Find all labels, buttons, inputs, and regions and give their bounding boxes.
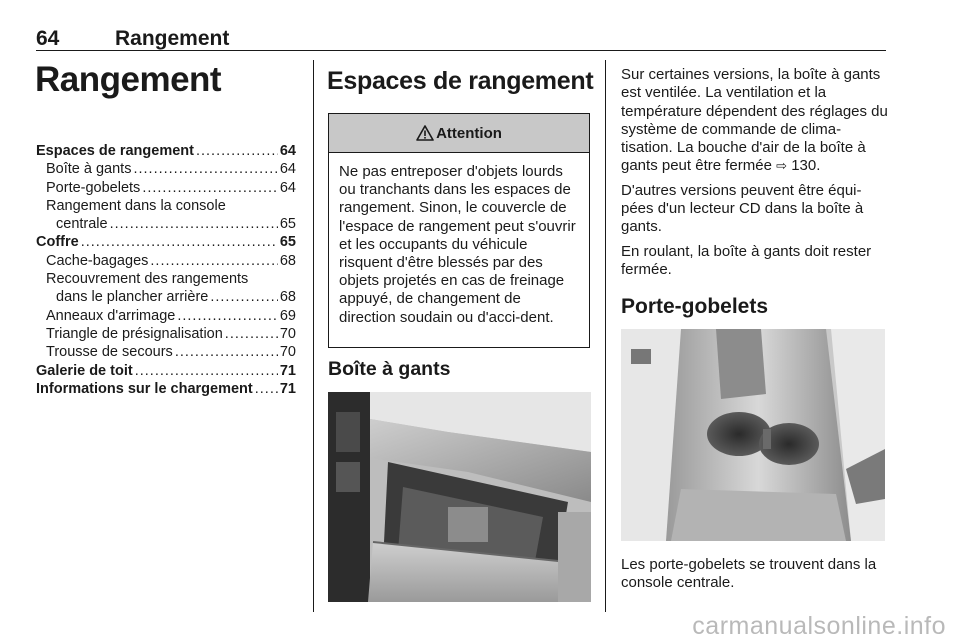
toc-entry[interactable] — [36, 179, 296, 197]
toc-page-number: 65 — [279, 234, 296, 251]
toc-entry-label: Cache-bagages — [46, 252, 149, 269]
toc-page-number: 68 — [279, 289, 296, 306]
toc-entry-label: Anneaux d'arrimage — [46, 307, 176, 324]
toc-entry[interactable] — [36, 270, 296, 307]
toc-page-number: 70 — [279, 325, 296, 342]
cupholder-photo — [621, 329, 885, 541]
toc-entry[interactable] — [36, 380, 296, 398]
warning-triangle-icon — [416, 125, 434, 141]
cupholders-caption: Les porte-gobelets se trouvent dans la console centrale. — [621, 556, 877, 592]
toc-entry-label: Recouvrement des rangements — [46, 271, 249, 288]
toc-dot-leader — [255, 380, 278, 398]
toc-page-number: 64 — [279, 161, 296, 178]
toc-page-number: 70 — [279, 344, 296, 361]
toc-dot-leader — [110, 215, 278, 233]
glovebox-ventilation-text: Sur certaines versions, la boîte à gants est ventilée. La ventilation et la température dépendent des réglages du système de commande de clima-tisation. La bouche d'air de la boîte à gants peut être fermée — [621, 66, 888, 175]
toc-entry[interactable] — [36, 142, 296, 160]
attention-text: Ne pas entreposer d'objets lourds ou tranchants dans les espaces de rangement. Sinon, le couvercle de l'espace de rangement peut s'ouvrir et les occupants du véhicule risquent d'être blessés par des objets projetés en cas de freinage appuyé, de changement de direction soudain ou d'acci-dent. — [339, 163, 576, 326]
toc-entry[interactable] — [36, 343, 296, 361]
toc-page-number: 64 — [279, 179, 296, 196]
toc-dot-leader — [142, 179, 278, 197]
toc-dot-leader — [135, 362, 278, 380]
toc-page-number: 64 — [279, 143, 296, 159]
watermark: carmanualsonline.info — [692, 612, 946, 640]
toc-page-number: 69 — [279, 307, 296, 324]
toc-entry[interactable] — [36, 160, 296, 178]
toc-entry-label: Trousse de secours — [46, 344, 173, 361]
toc-entry[interactable] — [36, 197, 296, 234]
page-reference: 130. — [791, 157, 821, 175]
toc-entry-label: Rangement dans la console — [46, 197, 226, 214]
toc-page-number: 71 — [279, 362, 296, 379]
page-number: 64 — [36, 27, 60, 50]
toc-entry[interactable] — [36, 233, 296, 251]
header-rule — [36, 50, 886, 51]
attention-header — [329, 114, 589, 153]
toc-entry-label: Galerie de toit — [36, 362, 133, 379]
table-of-contents — [36, 142, 296, 398]
section-title: Espaces de rangement — [327, 67, 594, 95]
toc-entry-label: Triangle de présignalisation — [46, 325, 223, 342]
column-divider-left — [313, 60, 314, 612]
glovebox-photo — [328, 392, 591, 602]
toc-entry[interactable] — [36, 362, 296, 380]
glovebox-text — [621, 66, 889, 285]
toc-entry[interactable] — [36, 252, 296, 270]
toc-entry-label-continued: centrale — [56, 216, 108, 233]
glovebox-heading: Boîte à gants — [328, 358, 451, 380]
toc-entry-label: Coffre — [36, 234, 79, 251]
cross-reference-arrow-icon: ⇨ — [776, 158, 788, 174]
toc-entry-label-continued: dans le plancher arrière — [56, 289, 209, 306]
toc-entry[interactable] — [36, 325, 296, 343]
toc-entry-label: Espaces de rangement — [36, 143, 194, 159]
toc-dot-leader — [177, 307, 278, 325]
toc-entry[interactable] — [36, 307, 296, 325]
chapter-title: Rangement — [35, 60, 222, 99]
toc-dot-leader — [150, 252, 277, 270]
glovebox-cd-paragraph: D'autres versions peuvent être équi-pées d'un lecteur CD dans la boîte à gants. — [621, 181, 864, 236]
toc-page-number: 65 — [279, 216, 296, 233]
toc-dot-leader — [225, 325, 278, 343]
attention-title: Attention — [436, 124, 502, 142]
toc-dot-leader — [196, 142, 278, 160]
toc-entry-label: Boîte à gants — [46, 161, 132, 178]
glovebox-ventilation-paragraph — [621, 66, 889, 176]
toc-page-number: 71 — [279, 380, 296, 397]
toc-entry-label: Porte-gobelets — [46, 179, 141, 196]
toc-entry-label: Informations sur le chargement — [36, 380, 253, 397]
toc-dot-leader — [175, 343, 278, 361]
column-divider-right — [605, 60, 606, 612]
toc-page-number: 68 — [279, 252, 296, 269]
toc-dot-leader — [81, 233, 278, 251]
toc-dot-leader — [210, 288, 278, 306]
running-head: Rangement — [115, 27, 230, 50]
glovebox-closed-paragraph: En roulant, la boîte à gants doit rester fermée. — [621, 242, 872, 278]
toc-dot-leader — [133, 160, 277, 178]
cupholders-heading: Porte-gobelets — [621, 295, 769, 318]
attention-box — [328, 113, 590, 348]
